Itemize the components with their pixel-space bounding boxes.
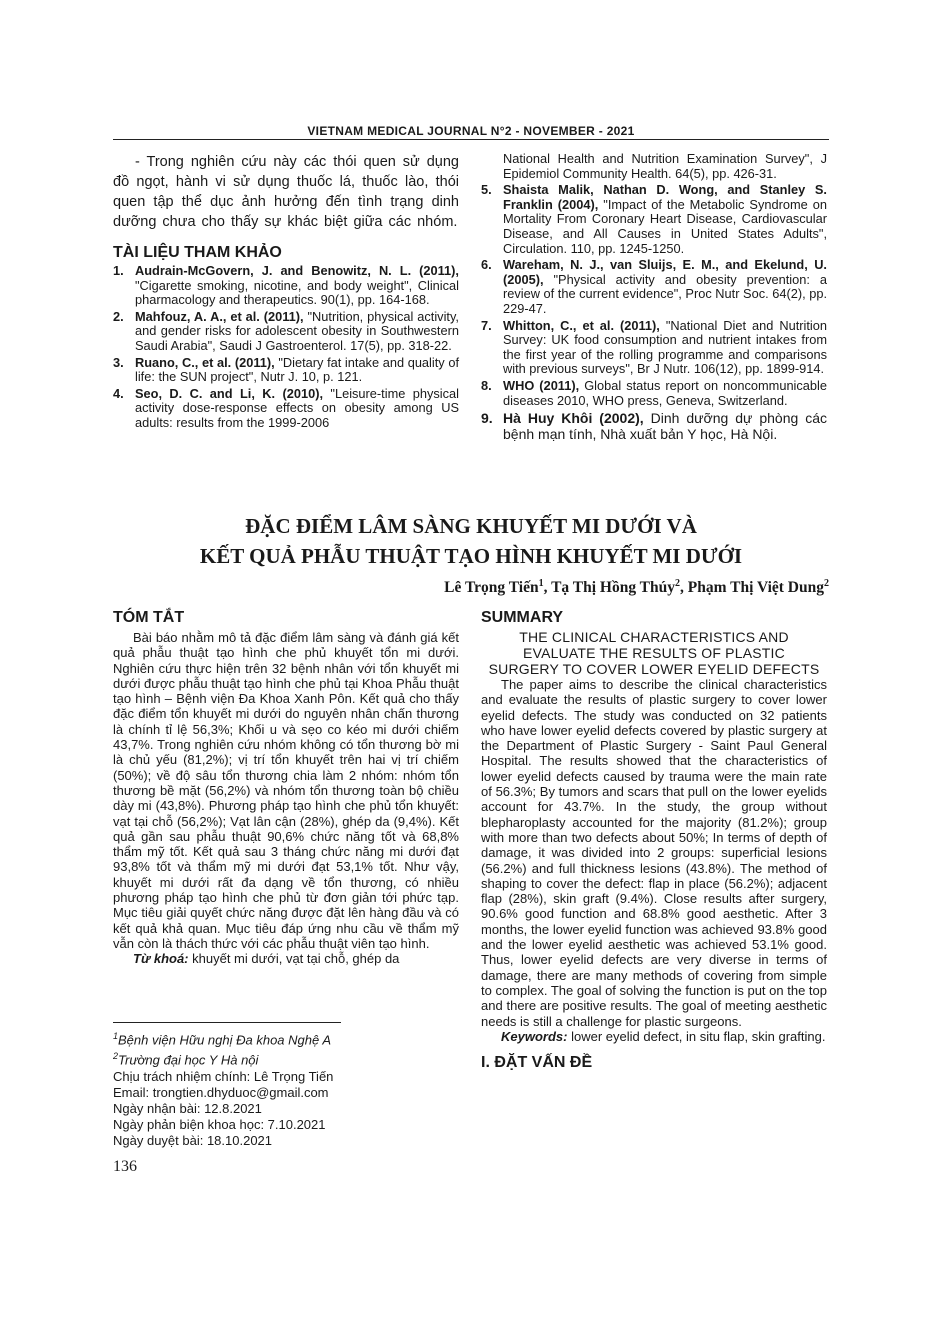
abstract-heading: TÓM TẮT (113, 609, 185, 626)
article-title (113, 511, 829, 571)
reference-item (481, 410, 827, 442)
reference-authors: Seo, D. C. and Li, K. (2010), (135, 385, 324, 401)
reference-item (113, 356, 459, 385)
contact-email: Email: trongtien.dhyduoc@gmail.com (113, 1084, 329, 1100)
reference-number: 4. (113, 385, 124, 401)
reference-details: "National Diet and Nutrition Survey: UK food consumption and nutrient intakes from the first year of the rolling programme and comparisons with previous surveys", Br J Nutr. 106(12), pp. 1899-914. (503, 317, 827, 377)
reference-list-left (113, 264, 459, 431)
reference-number: 1. (113, 263, 124, 278)
reference-item (481, 319, 827, 377)
affiliation-text: Trường đại học Y Hà nội (118, 1052, 259, 1068)
reference-authors: Whitton, C., et al. (2011), (503, 317, 660, 333)
affiliation-mark: 2 (113, 1051, 119, 1062)
conclusion-paragraph: - Trong nghiên cứu này các thói quen sử dụng đồ ngọt, hành vi sử dụng thuốc lá, thuốc lào, thói quen tập thể dục ảnh hưởng đến tình trạng dinh dưỡng chưa cho thấy sự khác biệt giữa các nhóm. (113, 154, 459, 230)
references-heading: TÀI LIỆU THAM KHẢO (113, 244, 282, 261)
summary-column (481, 609, 827, 1072)
article-title-line-1: ĐẶC ĐIỂM LÂM SÀNG KHUYẾT MI DƯỚI VÀ (245, 514, 697, 538)
author-name: Lê Trọng Tiến (444, 579, 539, 597)
reference-authors: Mahfouz, A. A., et al. (2011), (135, 308, 304, 324)
summary-heading: SUMMARY (481, 609, 564, 626)
reference-continuation: National Health and Nutrition Examination Survey", J Epidemiol Community Health. 64(5), pp. 426-31. (503, 151, 827, 181)
affiliation-text: Bệnh viện Hữu nghị Đa khoa Nghệ A (118, 1032, 332, 1048)
reference-details: "Cigarette smoking, nicotine, and body weight", Clinical pharmacology and therapeutics. 90(1), pp. 164-168. (135, 277, 459, 308)
keywords-label: Từ khoá: (133, 951, 189, 967)
abstract-paragraph: Bài báo nhằm mô tả đặc điểm lâm sàng và đánh giá kết quả phẫu thuật tạo hình che phủ khuyết tổn mi dưới. Nghiên cứu thực hiện trên 32 bệnh nhân với tổn khuyết mi dưới được phẫu thuật tạo hình che phủ tại Khoa Phẫu thuật tạo hình – Bệnh viện Đa Khoa Xanh Pôn. Kết quả cho thấy đặc điểm tổn khuyết mi dưới do nguyên nhân chấn thương là chính tỉ lệ 56,3%; Khối u và sẹo co kéo mi dưới chiếm 43,7%. Trong nghiên cứu nhóm không có tổn thương bờ mi là chủ yếu (81,2%); vị trí tổn khuyết trên hai vị trí chiếm (50%); về độ sâu tổn thương chia làm 2 nhóm: nhóm tổn thương bề mặt (56,2%) và nhóm tổn thương toàn bộ chiều dày mi (43,8%). Phương pháp tạo hình che phủ tổn khuyết: vạt tại chỗ (56,2%); Vạt lân cận (28%), ghép da (9,4%). Kết quả gần sau phẫu thuật 90,6% chức năng tốt và 68,8% thẩm mỹ tốt. Kết quả sau 3 tháng chức năng mi dưới đạt 93,8% tốt và thẩm mỹ mi dưới đạt 53,1% tốt. Như vậy, khuyết mi dưới rất đa dạng về tổn thương, có nhiều phương pháp tạo hình che phủ từ đơn giản tới phức tạp. Mục tiêu giải quyết chức năng được đặt lên hàng đầu và có kết quả khả quan. Mục tiêu đáp ứng nhu cầu về thẩm mỹ vẫn còn là thách thức với các phẫu thuật viên tạo hình. (113, 630, 459, 951)
author-name: Phạm Thị Việt Dung (687, 579, 824, 597)
date-received: Ngày nhận bài: 12.8.2021 (113, 1100, 262, 1116)
author-separator: , (680, 579, 688, 597)
keywords-text: lower eyelid defect, in situ flap, skin grafting. (567, 1028, 826, 1044)
abstract-keywords (113, 951, 459, 966)
author-affiliation-mark: 2 (675, 578, 681, 589)
reference-details: Dinh dưỡng dự phòng các bệnh mạn tính, Nhà xuất bản Y học, Hà Nội. (503, 410, 828, 443)
reference-item (113, 387, 459, 431)
affiliation-mark: 1 (113, 1031, 119, 1041)
reference-number: 9. (481, 410, 493, 427)
running-header: VIETNAM MEDICAL JOURNAL N°2 - NOVEMBER - 2021 (307, 124, 635, 138)
summary-subtitle-line-1: THE CLINICAL CHARACTERISTICS AND (519, 629, 789, 645)
reference-number: 3. (113, 354, 124, 370)
article-title-line-2: KẾT QUẢ PHẪU THUẬT TẠO HÌNH KHUYẾT MI DƯỚI (199, 544, 743, 568)
summary-paragraph: The paper aims to describe the clinical characteristics and evaluate the results of plastic surgery to cover lower eyelid defects. The study was conducted on 32 patients who have lower eyelid defects covered by plastic surgery at the Department of Plastic Surgery - Saint Paul General Hospital. The results showed that the characteristics of lower eyelid defects caused by trauma were the main rate of 56.3%; By tumors and scars that pull on the lower eyelids account for 43.7%. In the study, the group without blepharoplasty accounted for the majority (81.2%); group with more than two defects about 50%; In terms of depth of damage, it was divided into 2 groups: superficial lesions (56.2%) and full thickness lesions (43.8%). The method of shaping to cover the defect: flap in place (56.2%); adjacent flap (28%), skin graft (9.4%). Close results after surgery, 90.6% good function and 68.8% good aesthetic. After 3 months, the lower eyelid function was achieved 93.8% good and the lower eyelid aesthetic was achieved 53.1% good. Thus, lower eyelid defects are very diverse in terms of damage, there are many methods of covering from simple to complex. The goal of solving the function is put on the top and there are positive results. The goal of meeting aesthetic needs is still a challenge for plastic surgeons. (481, 677, 827, 1029)
reference-details: Global status report on noncommunicable diseases 2010, WHO press, Geneva, Switzerland. (503, 377, 827, 408)
footnotes (113, 1028, 459, 1149)
reference-item (481, 379, 827, 408)
reference-authors: Shaista Malik, Nathan D. Wong, and Stanley S. Franklin (2004), (503, 182, 827, 212)
prev-article-right-column (481, 152, 827, 444)
author-affiliation-mark: 1 (538, 578, 544, 589)
reference-number: 7. (481, 317, 492, 333)
summary-keywords (481, 1029, 827, 1044)
reference-authors: Wareham, N. J., van Sluijs, E. M., and Ekelund, U. (2005), (503, 257, 827, 287)
reference-authors: Ruano, C., et al. (2011), (135, 354, 275, 370)
date-reviewed: Ngày phản biện khoa học: 7.10.2021 (113, 1116, 326, 1132)
reference-number: 2. (113, 308, 124, 324)
date-accepted: Ngày duyệt bài: 18.10.2021 (113, 1132, 273, 1148)
reference-number: 5. (481, 182, 492, 198)
section-heading-introduction: I. ĐẶT VẤN ĐỀ (481, 1054, 593, 1072)
reference-details: "Nutrition, physical activity, and gender risks for adolescent obesity in Southwestern Saudi Arabia", Saudi J Gastroenterol. 17(5), pp. 318-22. (135, 308, 459, 353)
keywords-text: khuyết mi dưới, vạt tại chỗ, ghép da (188, 951, 400, 967)
reference-item (113, 310, 459, 354)
reference-number: 6. (481, 257, 492, 273)
affiliation-1 (113, 1028, 459, 1048)
reference-authors: Hà Huy Khôi (2002), (503, 410, 644, 427)
reference-authors: Audrain-McGovern, J. and Benowitz, N. L. (2011), (135, 263, 459, 278)
reference-authors: WHO (2011), (503, 377, 580, 393)
author-separator: , (543, 579, 552, 597)
affiliation-2 (113, 1048, 459, 1068)
reference-details: "Leisure-time physical activity dose-response effects on obesity among US adults: results from the 1999-2006 (135, 385, 459, 430)
footnote-rule (113, 1022, 341, 1023)
reference-list-right (481, 183, 827, 442)
reference-item (481, 258, 827, 316)
reference-item (481, 183, 827, 256)
reference-number: 8. (481, 377, 492, 393)
author-name: Tạ Thị Hồng Thúy (551, 579, 676, 597)
prev-article-left-column (113, 152, 459, 433)
reference-item (113, 264, 459, 308)
reference-details: "Dietary fat intake and quality of life: the SUN project", Nutr J. 10, p. 121. (135, 354, 459, 385)
page-number: 136 (113, 1158, 137, 1175)
author-list (444, 578, 829, 597)
summary-subtitle-line-2: EVALUATE THE RESULTS OF PLASTIC (523, 645, 785, 661)
keywords-label: Keywords: (501, 1028, 568, 1044)
summary-subtitle-line-3: SURGERY TO COVER LOWER EYELID DEFECTS (488, 661, 820, 677)
author-affiliation-mark: 2 (824, 578, 829, 589)
reference-details: "Physical activity and obesity prevention: a review of the current evidence", Proc Nutr Soc. 64(2), pp. 229-47. (503, 271, 827, 316)
reference-details: "Impact of the Metabolic Syndrome on Mortality From Coronary Heart Disease, Cardiovascular Disease, and All Causes in United States Adults", Circulation. 110, pp. 1245-1250. (503, 196, 827, 256)
responsible-author: Chịu trách nhiệm chính: Lê Trọng Tiến (113, 1068, 334, 1084)
header-rule (113, 139, 829, 140)
abstract-column (113, 609, 459, 967)
